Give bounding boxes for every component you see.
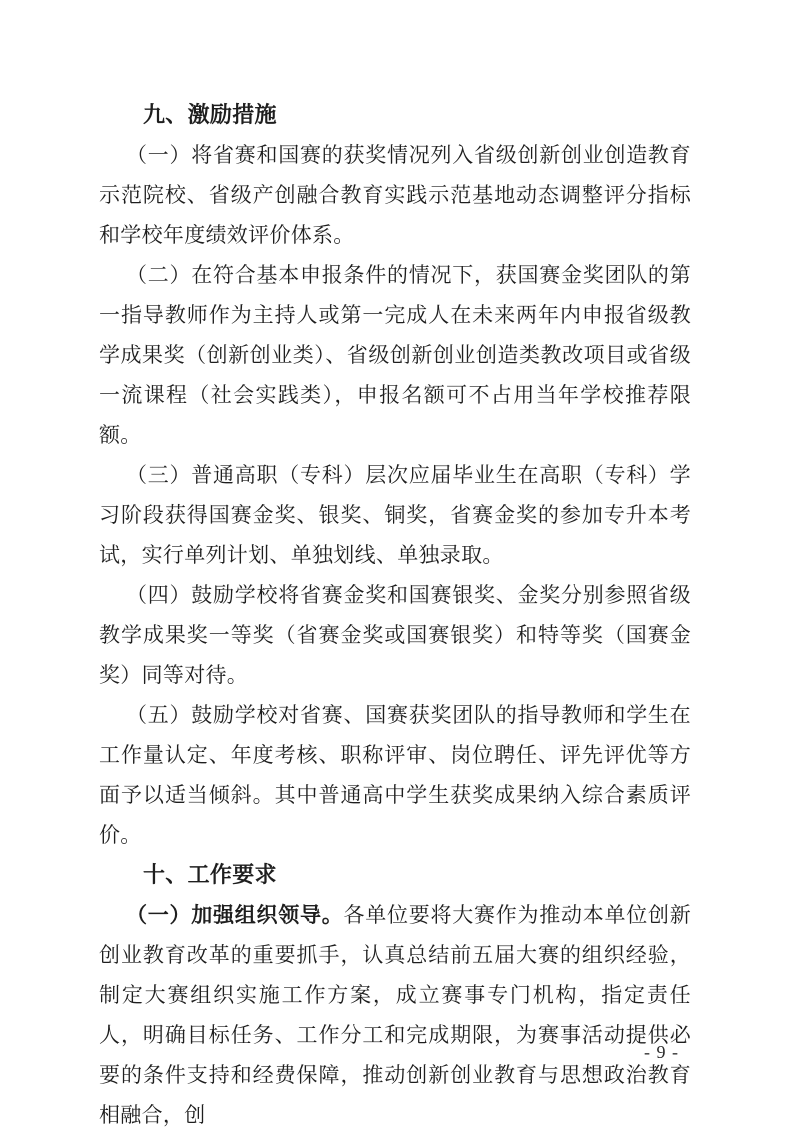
document-body <box>99 95 691 1130</box>
paragraph-incentive-5: （五）鼓励学校对省赛、国赛获奖团队的指导教师和学生在工作量认定、年度考核、职称评审、岗位聘任、评先评优等方面予以适当倾斜。其中普通高中学生获奖成果纳入综合素质评价。 <box>99 703 691 847</box>
paragraph-incentive-3: （三）普通高职（专科）层次应届毕业生在高职（专科）学习阶段获得国赛金奖、银奖、铜奖，省赛金奖的参加专升本考试，实行单列计划、单独划线、单独录取。 <box>99 463 691 567</box>
paragraph-incentive-1: （一）将省赛和国赛的获奖情况列入省级创新创业创造教育示范院校、省级产创融合教育实践示范基地动态调整评分指标和学校年度绩效评价体系。 <box>99 143 691 247</box>
paragraph-work-requirement-1 <box>99 895 691 1130</box>
paragraph-lead-bold: （一）加强组织领导。 <box>126 903 344 927</box>
paragraph-body-text: 各单位要将大赛作为推动本单位创新创业教育改革的重要抓手，认真总结前五届大赛的组织经验，制定大赛组织实施工作方案，成立赛事专门机构，指定责任人，明确目标任务、工作分工和完成期限，为赛事活动提供必要的条件支持和经费保障，推动创新创业教育与思想政治教育相融合，创 <box>99 903 691 1127</box>
section-heading-nine: 九、激励措施 <box>143 102 277 127</box>
page-number: - 9 - <box>644 1042 679 1062</box>
paragraph-incentive-4: （四）鼓励学校将省赛金奖和国赛银奖、金奖分别参照省级教学成果奖一等奖（省赛金奖或国赛银奖）和特等奖（国赛金奖）同等对待。 <box>99 583 691 687</box>
paragraph-incentive-2: （二）在符合基本申报条件的情况下，获国赛金奖团队的第一指导教师作为主持人或第一完成人在未来两年内申报省级教学成果奖（创新创业类）、省级创新创业创造类教改项目或省级一流课程（社会实践类），申报名额可不占用当年学校推荐限额。 <box>99 263 691 447</box>
section-heading-ten: 十、工作要求 <box>143 862 277 887</box>
